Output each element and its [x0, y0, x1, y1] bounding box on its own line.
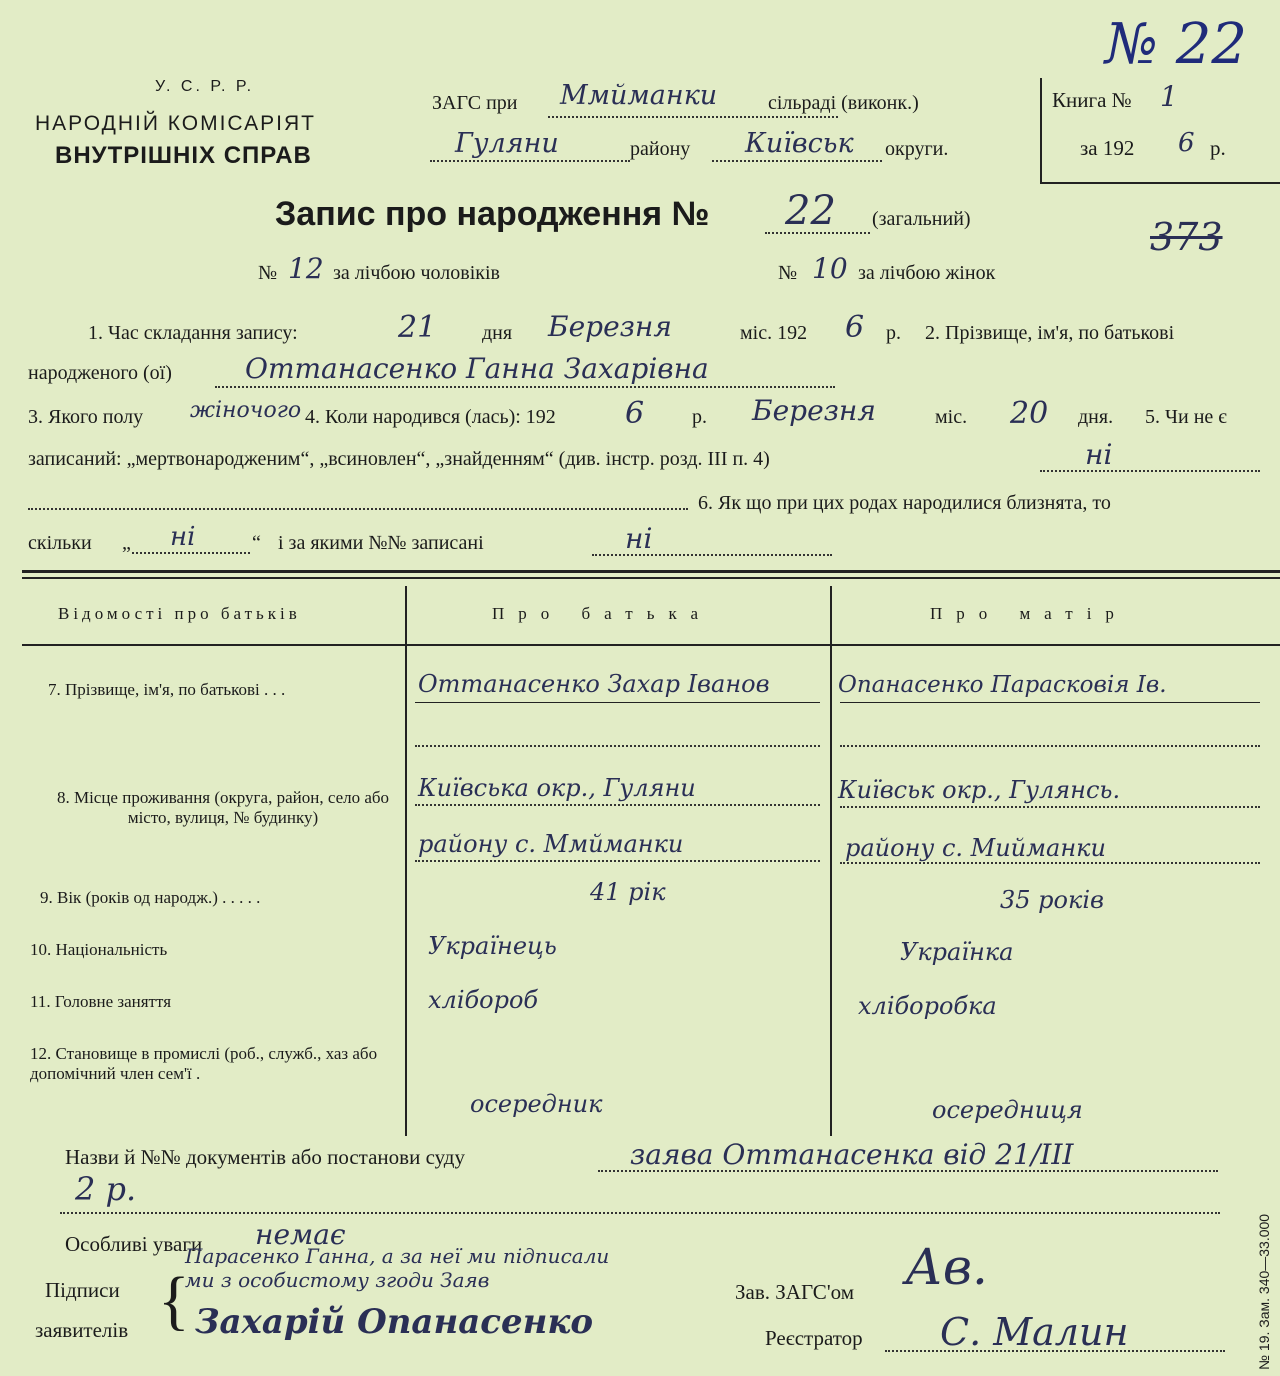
documents-line: [598, 1170, 1218, 1172]
documents-line-2: [60, 1212, 1220, 1214]
signatures-label-2: заявителів: [35, 1318, 129, 1342]
signatures-note-1: Парасенко Ганна, а за неї ми підписали: [185, 1244, 610, 1268]
head-signature: Ав.: [905, 1238, 988, 1296]
header-parents: Відомості про батьків: [58, 604, 301, 623]
row-8-father-2: району с. Ммйманки: [418, 830, 684, 858]
f2-line: [215, 386, 835, 388]
f6-count-value: ні: [170, 522, 196, 552]
zags-suffix: сільраді (виконк.): [768, 92, 919, 114]
documents-label: Назви й №№ документів або постанови суду: [65, 1145, 465, 1169]
table-col-divider-2: [830, 586, 832, 1136]
head-label: Зав. ЗАГС'ом: [735, 1280, 854, 1304]
f6-close-quote: “: [252, 532, 261, 554]
row-8-mother-line: [840, 806, 1260, 808]
row-9-mother: 35 років: [1000, 886, 1104, 914]
header-mother: Про матір: [930, 604, 1128, 623]
f1-year-suffix: р.: [886, 322, 901, 344]
table-top-rule: [22, 570, 1280, 573]
village-line: [548, 116, 838, 118]
row-8-father-line2: [415, 860, 820, 862]
village-value: Ммйманки: [560, 80, 718, 111]
row-8-mother: Київськ окр., Гулянсь.: [838, 776, 1121, 804]
f5-label: 5. Чи не є: [1145, 406, 1227, 428]
women-value: 10: [812, 252, 848, 285]
notes-value: немає: [255, 1218, 346, 1251]
f6-count-label: скільки: [28, 532, 92, 554]
f2-label: 2. Прізвище, ім'я, по батькові: [925, 322, 1175, 344]
row-11-mother: хліборобка: [858, 992, 997, 1020]
district-value: Гуляни: [455, 128, 559, 159]
f6-numbers-label: і за якими №№ записані: [278, 532, 484, 554]
men-label: за лічбою чоловіків: [333, 262, 500, 284]
row-7-father-rule: [415, 702, 820, 703]
f6-blank-line: [28, 508, 688, 510]
row-10-father: Українець: [428, 932, 557, 960]
year-suffix: р.: [1210, 136, 1226, 160]
table-col-divider-1: [405, 586, 407, 1136]
f1-year: 6: [845, 310, 865, 345]
row-7-mother: Опанасенко Парасковія Ів.: [838, 672, 1167, 698]
f1-month-suffix: міс. 192: [740, 322, 808, 344]
row-12-label: 12. Становище в промислі (роб., служб., хаз або допомічний член сем'ї .: [30, 1044, 378, 1083]
side-number: 373: [1150, 215, 1223, 259]
row-11-label: 11. Головне заняття: [30, 992, 172, 1011]
f4-year: 6: [625, 396, 645, 431]
f5-label-cont: записаний: „мертвонародженим“, „всиновлен“, „знайденням“ (див. інстр. розд. III п. 4): [28, 448, 770, 470]
f6-numbers-value: ні: [625, 522, 653, 555]
record-general: (загальний): [872, 208, 971, 230]
f6-open-quote: „: [122, 532, 131, 554]
row-8-father: Київська окр., Гуляни: [418, 774, 696, 802]
f2-value: Оттанасенко Ганна Захарівна: [245, 352, 709, 385]
row-12-mother: осередниця: [932, 1096, 1083, 1124]
okrug-label: округи.: [885, 138, 949, 160]
record-title: Запис про народження №: [275, 195, 710, 233]
f4-month-suffix: міс.: [935, 406, 968, 428]
f4-month: Березня: [752, 394, 876, 427]
department-label: ВНУТРІШНІХ СПРАВ: [55, 142, 312, 169]
f1-day-suffix: дня: [482, 322, 513, 344]
table-header-rule: [22, 644, 1280, 646]
f1-month: Березня: [548, 310, 672, 343]
row-12-father: осередник: [470, 1090, 603, 1118]
f1-day: 21: [398, 310, 437, 345]
registrar-label: Реєстратор: [765, 1326, 863, 1350]
row-11-father: хлібороб: [428, 986, 539, 1014]
zags-prefix: ЗАГС при: [432, 92, 518, 114]
year-value: 6: [1178, 128, 1195, 158]
women-label: за лічбою жінок: [858, 262, 996, 284]
women-prefix: №: [778, 262, 798, 284]
f6-label: 6. Як що при цих родах народилися близнята, то: [698, 492, 1111, 514]
row-8-mother-2: району с. Мийманки: [845, 834, 1106, 862]
district-label: району: [630, 138, 691, 160]
applicant-signature: Захарій Опанасенко: [195, 1302, 594, 1342]
table-top-rule-2: [22, 577, 1280, 579]
f6-count-line: [132, 552, 250, 554]
row-7-father-line2: [415, 745, 820, 747]
book-label: Книга №: [1052, 88, 1132, 112]
row-8-mother-line2: [840, 862, 1260, 864]
f3-label: 3. Якого полу: [28, 406, 144, 428]
men-prefix: №: [258, 262, 278, 284]
okrug-value: Київськ: [745, 128, 854, 159]
registrar-line: [885, 1350, 1225, 1352]
f4-year-suffix: р.: [692, 406, 707, 428]
row-10-label: 10. Національність: [30, 940, 168, 959]
documents-value-cont: 2 р.: [75, 1170, 137, 1208]
okrug-line: [712, 160, 882, 162]
republic-label: У. С. Р. Р.: [155, 78, 255, 95]
row-7-father: Оттанасенко Захар Іванов: [418, 670, 770, 698]
record-number-line: [765, 232, 870, 234]
f5-value: ні: [1085, 438, 1113, 471]
year-label: за 192: [1080, 136, 1135, 160]
signatures-note-2: ми з особистому згоди Заяв: [185, 1268, 490, 1292]
row-7-mother-rule: [840, 702, 1260, 703]
f6-numbers-line: [592, 554, 832, 556]
row-7-label: 7. Прізвище, ім'я, по батькові . . .: [48, 680, 286, 699]
f2-label-cont: народженого (ої): [28, 362, 172, 384]
district-line: [430, 160, 630, 162]
header-father: Про батька: [492, 604, 713, 623]
f3-value: жіночого: [190, 398, 302, 423]
f4-day: 20: [1010, 396, 1049, 431]
f4-day-suffix: дня.: [1078, 406, 1114, 428]
notes-label: Особливі уваги: [65, 1232, 203, 1256]
signatures-brace: {: [158, 1264, 190, 1337]
f4-label: 4. Коли народився (лась): 192: [305, 406, 556, 428]
f1-label: 1. Час складання запису:: [88, 322, 298, 344]
row-7-mother-line2: [840, 745, 1260, 747]
row-9-father: 41 рік: [590, 878, 666, 906]
book-value: 1: [1160, 80, 1178, 113]
documents-value: заява Оттанасенка від 21/III: [630, 1138, 1074, 1171]
men-value: 12: [288, 252, 324, 285]
registrar-signature: С. Малин: [940, 1310, 1129, 1354]
row-10-mother: Українка: [900, 938, 1014, 966]
signatures-label-1: Підписи: [45, 1278, 120, 1302]
commissariat-label: НАРОДНІЙ КОМІСАРІЯТ: [35, 112, 316, 135]
f5-line: [1040, 470, 1260, 472]
row-9-label: 9. Вік (років од народж.) . . . . .: [40, 888, 261, 907]
record-number: 22: [785, 188, 836, 234]
print-margin: № 19. Зам. 340—33.000: [1256, 1213, 1272, 1370]
corner-number: № 22: [1105, 12, 1248, 77]
row-8-label: 8. Місце проживання (округа, район, село або місто, вулиця, № будинку): [56, 788, 390, 827]
row-8-father-line: [415, 804, 820, 806]
